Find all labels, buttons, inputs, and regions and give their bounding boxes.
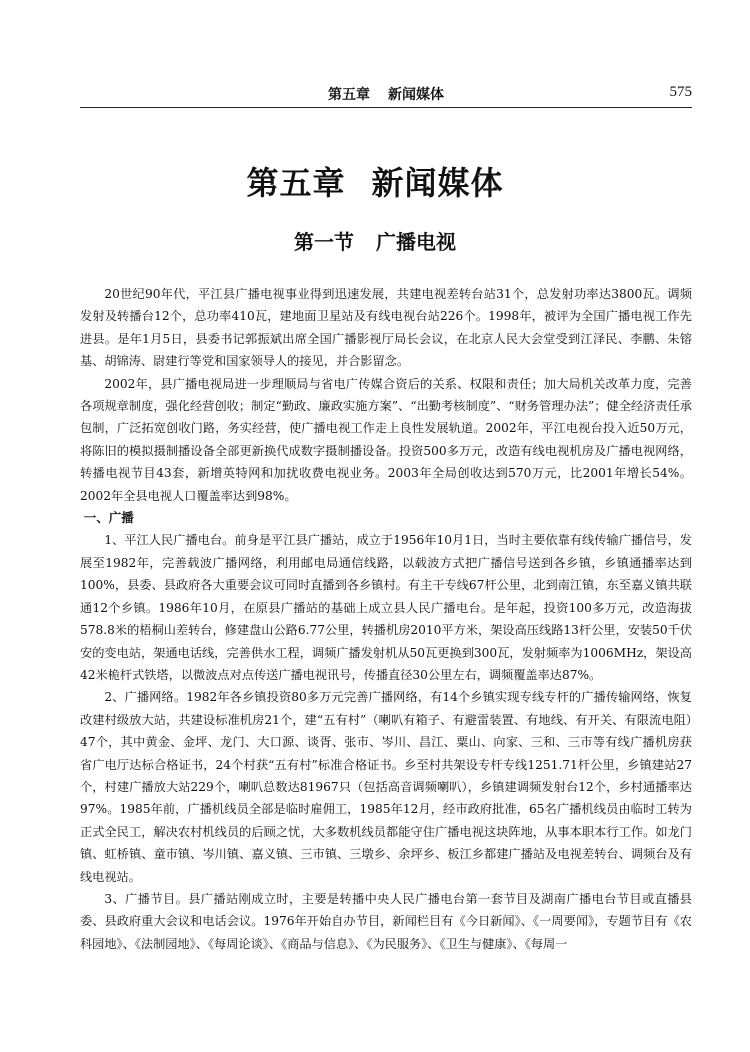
subsection-heading: 一、广播: [83, 510, 134, 526]
section-name: 广播电视: [376, 230, 456, 254]
chapter-number: 第五章: [246, 164, 346, 202]
header-chapter-number: 第五章: [328, 87, 370, 103]
paragraph: 2002年，县广播电视局进一步理顺局与省电广传媒合资后的关系、权限和责任；加大局机关改革力度，完善各项规章制度，强化经营创收；制定“勤政、廉政实施方案”、“出勤考核制度”、“财务管理办法”；健全经济责任承包制，广泛拓宽创收门路，务实经营，使广播电视工作走上良性发展轨道。2002年，平江电视台投入近50万元，将陈旧的模拟摄制播设备全部更新换代成数字摄制播设备。投资500多万元，改造有线电视机房及广播电视网络，转播电视节目43套，新增英特网和加扰收费电视业务。2003年全局创收达到570万元，比2001年增长54%。2002年全县电视人口覆盖率达到98%。: [80, 376, 692, 503]
section-number: 第一节: [294, 230, 354, 254]
body-text: [80, 283, 692, 955]
paragraph: 20世纪90年代，平江县广播电视事业得到迅速发展，共建电视差转台站31个，总发射功率达3800瓦。调频发射及转播台12个，总功率410瓦，建地面卫星站及有线电视台站226个。1998年，被评为全国广播电视工作先进县。是年1月5日，县委书记郭振斌出席全国广播影视厅局长会议，在北京人民大会堂受到江泽民、李鹏、朱镕基、胡锦涛、尉建行等党和国家领导人的接见，并合影留念。: [80, 287, 692, 369]
section-title: [0, 226, 750, 255]
paragraph: 2、广播网络。1982年各乡镇投资80多万元完善广播网络，有14个乡镇实现专线专杆的广播传输网络，恢复改建村级放大站，共建设标准机房21个，建“五有村”（喇叭有箱子、有避雷装置、有地线、有开关、有限流电阻）47个，其中黄金、金坪、龙门、大口源、谈胥、张市、岑川、昌江、粟山、向家、三和、三市等有线广播机房获省广电厅达标合格证书，24个村获“五有村”标准合格证书。乡至村共架设专杆专线1251.71杆公里，乡镇建站27个，村建广播放大站229个，喇叭总数达81967只（包括高音调频喇叭），乡镇建调频发射台12个，乡村通播率达97%。1985年前，广播机线员全部是临时雇佣工，1985年12月，经市政府批准，65名广播机线员由临时工转为正式全民工，解决农村机线员的后顾之忧，大多数机线员都能守住广播电视这块阵地，从事本职本行工作。如龙门镇、虹桥镇、童市镇、岑川镇、嘉义镇、三市镇、三墩乡、余坪乡、板江乡都建广播站及电视差转台、调频台及有线电视站。: [80, 690, 692, 884]
header-chapter-name: 新闻媒体: [388, 87, 444, 103]
header-rule: [80, 107, 692, 108]
header-chapter: [80, 84, 692, 104]
page-number: 575: [669, 84, 692, 100]
paragraph: 3、广播节目。县广播站刚成立时，主要是转播中央人民广播电台第一套节目及湖南广播电台节目或直播县委、县政府重大会议和电话会议。1976年开始自办节目，新闻栏目有《今日新闻》、《一周要闻》，专题节目有《农科园地》、《法制园地》、《每周论谈》、《商品与信息》、《为民服务》、《卫生与健康》、《每周一: [80, 891, 692, 951]
chapter-title: [0, 158, 750, 204]
chapter-name: 新闻媒体: [371, 164, 504, 202]
paragraph: 1、平江人民广播电台。前身是平江县广播站，成立于1956年10月1日，当时主要依靠有线传输广播信号，发展至1982年，完善载波广播网络，利用邮电局通信线路，以载波方式把广播信号送到各乡镇，乡镇通播率达到100%，县委、县政府各大重要会议可同时直播到各乡镇村。有主干专线67杆公里，北到南江镇，东至嘉义镇共联通12个乡镇。1986年10月，在原县广播站的基础上成立县人民广播电台。是年起，投资100多万元，改造海拔578.8米的梧桐山差转台，修建盘山公路6.77公里，转播机房2010平方米，架设高压线路13杆公里，安装50千伏安的变电站，架通电话线，完善供水工程，调频广播发射机从50瓦更换到300瓦，发射频率为1006MHz，架设高42米桅杆式铁塔，以微波点对点传送广播电视讯号，传播直径30公里左右，调频覆盖率达87%。: [80, 533, 692, 682]
running-header: [80, 84, 692, 106]
